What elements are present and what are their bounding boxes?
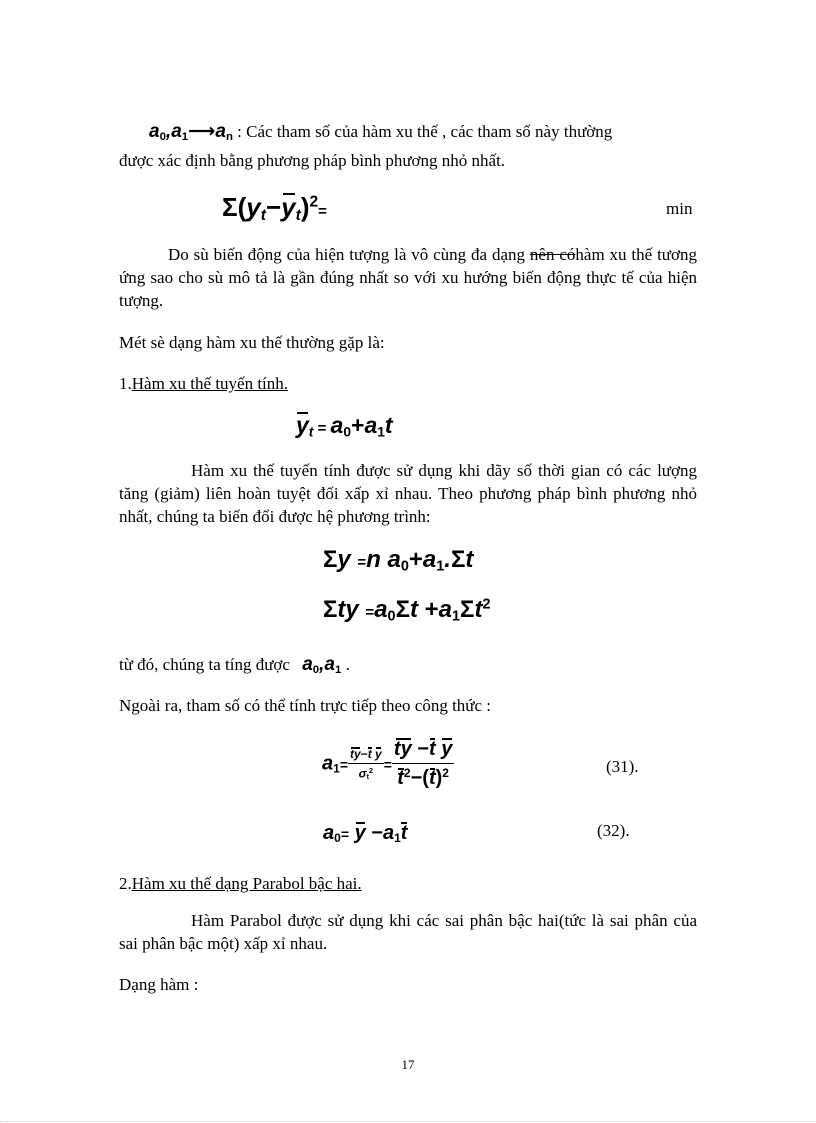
a0-formula: $a_0= y -a_1t$ bbox=[323, 822, 408, 845]
struck-text: nên có bbox=[529, 245, 576, 264]
linear-trend-formula: $y_t = a_0+a_1t$ bbox=[296, 412, 393, 440]
min-label: min bbox=[666, 199, 693, 218]
page-bottom-border bbox=[0, 1121, 816, 1122]
section2-number: 2. bbox=[119, 874, 132, 893]
intro-line1: : Các tham số của hàm xu thế , các tham số này thường bbox=[237, 122, 613, 141]
diversity-paragraph bbox=[119, 243, 697, 312]
section1-title: Hàm xu thế tuyến tính. bbox=[131, 374, 289, 393]
least-squares-formula: $\Sigma(y_t-y_t)^2=$ bbox=[222, 192, 327, 224]
diversity-text-before: Do sù biến động của hiện tượng là vô cùng đa dạng bbox=[168, 245, 530, 264]
params-formula: $a_0,a_1⟶a_n$ bbox=[149, 121, 233, 143]
section1-number: 1. bbox=[119, 374, 132, 393]
normal-equation-2: $\Sigma ty =a_0\Sigma t +a_1\Sigma t^2$ bbox=[323, 596, 491, 625]
normal-equation-1: Σy =n $a_0+a_1.\Sigma t$ bbox=[323, 546, 474, 575]
direct-formula-line: Ngoài ra, tham số có thể tính trực tiếp theo công thức : bbox=[119, 696, 492, 715]
linear-paragraph: Hàm xu thế tuyến tính được sử dụng khi dãy số thời gian có các lượng tăng (giảm) liên hoàn tuyệt đối xấp xỉ nhau. Theo phương pháp bình phương nhỏ nhất, chúng ta biến đổi được hệ phương trình: bbox=[119, 461, 697, 526]
section1-heading bbox=[119, 372, 697, 395]
section2-title: Hàm xu thế dạng Parabol bậc hai. bbox=[131, 874, 362, 893]
page-number: 17 bbox=[401, 1057, 415, 1072]
intro-line2: được xác định bằng phương pháp bình phương nhỏ nhất. bbox=[119, 150, 506, 170]
section2-heading bbox=[119, 872, 697, 895]
common-forms-line: Mét sè dạng hàm xu thế thường gặp là: bbox=[119, 333, 385, 352]
y-bar-symbol: y bbox=[281, 192, 296, 222]
eq31-label: (31). bbox=[606, 757, 639, 776]
intro-paragraph bbox=[119, 120, 697, 172]
then-text: từ đó, chúng ta tíng được bbox=[119, 655, 290, 674]
a0-a1-formula: $a_0,a_1$ bbox=[302, 654, 342, 676]
parabol-paragraph: Hàm Parabol được sử dụng khi các sai phân bậc hai(tức là sai phân của sai phân bậc một) xấp xỉ nhau. bbox=[119, 911, 697, 953]
form-line: Dạng hàm : bbox=[119, 975, 199, 994]
eq32-label: (32). bbox=[597, 821, 630, 840]
then-line: từ đó, chúng ta tíng được $a_0,a_1$ . bbox=[119, 654, 350, 676]
diversity-text-after: hàm xu thế tương ứng sao cho sù mô tả là gần đúng nhất so với xu hướng biến động thực tế của hiện tượng. bbox=[119, 245, 698, 310]
a1-formula: $a_1=$ $\frac{\text{ty−t y}}{\sigma_t^2}$ = $\frac{\text{ty −t y}}{t^2-(t)^2}$ bbox=[322, 738, 453, 790]
